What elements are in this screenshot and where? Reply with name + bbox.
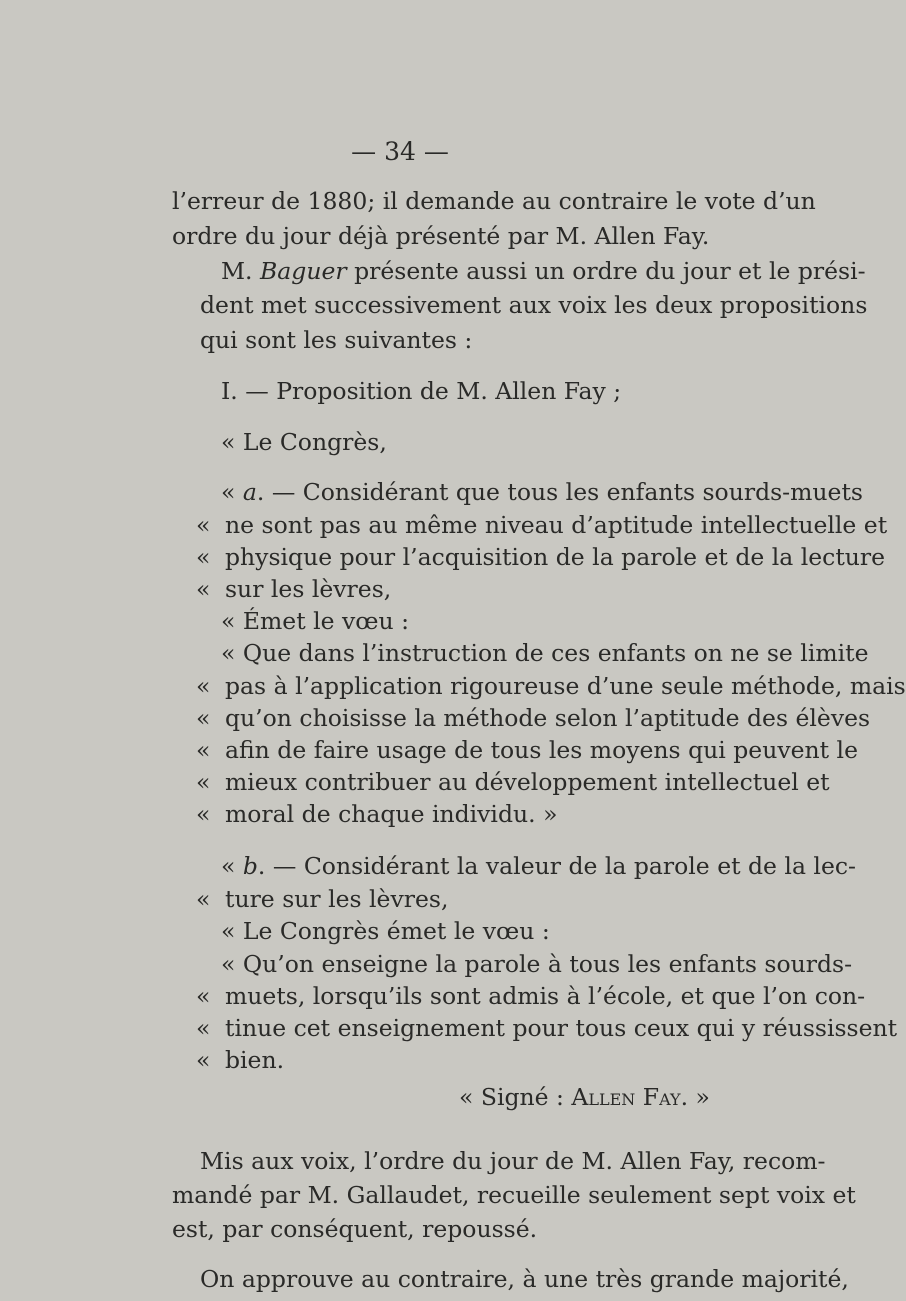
page-number: — 34 — bbox=[351, 137, 449, 166]
text-line: ne sont pas au même niveau d’aptitude intellectuelle et bbox=[225, 511, 888, 539]
quote-mark: « bbox=[196, 800, 211, 828]
quote-mark: « bbox=[196, 704, 211, 732]
text-line: « Le Congrès émet le vœu : bbox=[221, 917, 550, 945]
text-line: mandé par M. Gallaudet, recueille seulement sept voix et bbox=[172, 1181, 856, 1209]
item-letter: a bbox=[242, 478, 257, 506]
text-line: est, par conséquent, repoussé. bbox=[172, 1215, 538, 1243]
person-name: Baguer bbox=[260, 257, 347, 285]
quote-mark: « bbox=[196, 768, 211, 796]
section-heading: I. — Proposition de M. Allen Fay ; bbox=[221, 377, 622, 405]
text-line: pas à l’application rigoureuse d’une seule méthode, mais bbox=[225, 672, 906, 700]
signature-name: Allen Fay bbox=[571, 1083, 681, 1111]
text-line: muets, lorsqu’ils sont admis à l’école, et que l’on con- bbox=[225, 982, 866, 1010]
quote-mark: « bbox=[196, 543, 211, 571]
text-line: « Le Congrès, bbox=[221, 428, 387, 456]
text-line: « a. — Considérant que tous les enfants sourds-muets bbox=[221, 478, 863, 506]
text-line: physique pour l’acquisition de la parole et de la lecture bbox=[225, 543, 886, 571]
text-line: ture sur les lèvres, bbox=[225, 885, 449, 913]
quote-mark: « bbox=[196, 672, 211, 700]
quote-mark: « bbox=[196, 736, 211, 764]
text-line: « Qu’on enseigne la parole à tous les enfants sourds- bbox=[221, 950, 853, 978]
text-line: sur les lèvres, bbox=[225, 575, 392, 603]
text-line: mieux contribuer au développement intellectuel et bbox=[225, 768, 830, 796]
text-line: moral de chaque individu. » bbox=[225, 800, 558, 828]
item-letter: b bbox=[242, 852, 258, 880]
quote-mark: « bbox=[196, 982, 211, 1010]
text-line: tinue cet enseignement pour tous ceux qui y réussissent bbox=[225, 1014, 898, 1042]
text-line: qu’on choisisse la méthode selon l’aptitude des élèves bbox=[225, 704, 871, 732]
text-line: dent met successivement aux voix les deux propositions bbox=[200, 291, 868, 319]
text-line: « b. — Considérant la valeur de la parole et de la lec- bbox=[221, 852, 856, 880]
text-line: On approuve au contraire, à une très grande majorité, bbox=[200, 1265, 849, 1293]
text-line: bien. bbox=[225, 1046, 285, 1074]
quote-mark: « bbox=[196, 575, 211, 603]
text-line: Mis aux voix, l’ordre du jour de M. Allen Fay, recom- bbox=[200, 1147, 826, 1175]
text-line: qui sont les suivantes : bbox=[200, 326, 473, 354]
text-line: « Émet le vœu : bbox=[221, 607, 410, 635]
text-line: afin de faire usage de tous les moyens qui peuvent le bbox=[225, 736, 858, 764]
quote-mark: « bbox=[196, 1046, 211, 1074]
signature: « Signé : Allen Fay. » bbox=[459, 1083, 710, 1111]
text-line: l’erreur de 1880; il demande au contraire le vote d’un bbox=[172, 187, 816, 215]
text-line: « Que dans l’instruction de ces enfants on ne se limite bbox=[221, 639, 869, 667]
text-line: ordre du jour déjà présenté par M. Allen Fay. bbox=[172, 222, 710, 250]
text-line: M. Baguer présente aussi un ordre du jour et le prési- bbox=[221, 257, 866, 285]
quote-mark: « bbox=[196, 1014, 211, 1042]
quote-mark: « bbox=[196, 885, 211, 913]
quote-mark: « bbox=[196, 511, 211, 539]
